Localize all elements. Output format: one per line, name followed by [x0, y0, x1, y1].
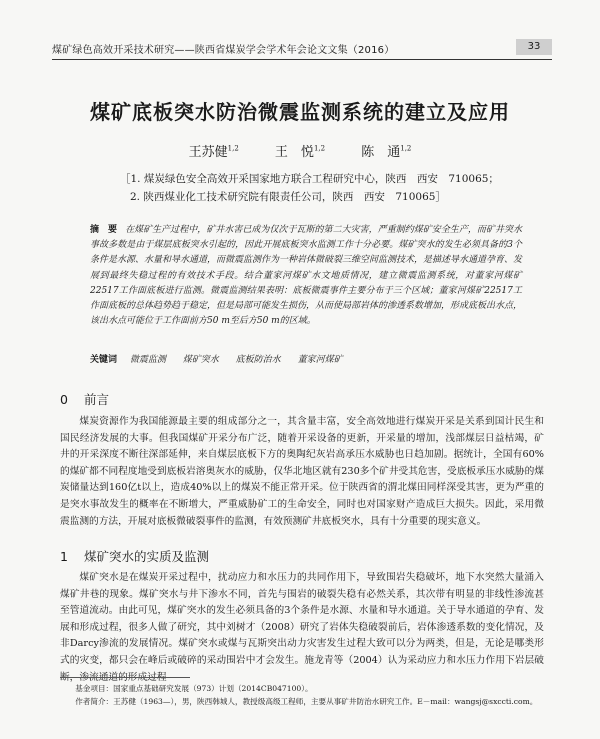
keywords-label: 关键词: [90, 355, 118, 365]
footnotes: [60, 682, 544, 708]
keyword: 底板防治水: [235, 355, 281, 365]
body-paragraph: 煤矿突水是在煤炭开采过程中，扰动应力和水压力的共同作用下，导致围岩失稳破坏，地下水突然大量涌入煤矿井巷的现象。煤矿突水与井下渗水不同，首先与围岩的破裂失稳有必然关系，其次带有明显的非线性渗流甚至管道流动。由此可见，煤矿突水的发生必须具备的3个条件是水源、水量和导水通道。关于导水通道的孕育、发展和形成过程，很多人做了研究，其中刘树才（2008）研究了岩体失稳破裂前后，岩体渗透系数的变化情况，及非Darcy渗流的发展情况。煤矿突水或煤与瓦斯突出动力灾害发生过程大致可以分为两类，但是，无论是哪类形式的灾变，都只会在峰后或破碎的采动围岩中才会发生。施龙青等（2004）认为采动应力和水压力作用下岩层破断，渗流通道的形成过程: [60, 572, 544, 683]
footnote: 基金项目：国家重点基础研究发展（973）计划（2014CB047100）。: [75, 684, 313, 693]
page-number: 33: [516, 39, 552, 55]
running-header-title: 煤矿绿色高效开采技术研究——陕西省煤炭学会学术年会论文文集（2016）: [52, 45, 395, 56]
section-number: 1: [60, 549, 68, 564]
author-list: [0, 141, 600, 160]
section-title: 前言: [83, 392, 109, 407]
affiliations: [120, 170, 550, 206]
abstract: [90, 223, 522, 329]
paper-title: 煤矿底板突水防治微震监测系统的建立及应用: [90, 100, 510, 124]
keyword: 微震监测: [129, 355, 166, 365]
author: 王苏健$^{1,2}$: [188, 144, 239, 160]
affiliation-line: ［1. 煤炭绿色安全高效开采国家地方联合工程研究中心，陕西 西安 710065；: [120, 173, 499, 185]
affiliation-line: 2. 陕西煤业化工技术研究院有限责任公司，陕西 西安 710065］: [130, 191, 446, 203]
author: 陈 通$^{1,2}$: [361, 144, 412, 160]
keyword: 董家河煤矿: [297, 355, 343, 365]
footnote-rule: [60, 677, 190, 678]
section-number: 0: [60, 392, 68, 407]
header-rule: [52, 59, 552, 60]
keywords: [90, 352, 522, 365]
keyword: 煤矿突水: [182, 355, 219, 365]
section-heading: [60, 547, 209, 565]
section-heading: [60, 390, 109, 408]
footnote: 作者简介：王苏健（1963—），男，陕西韩城人，教授级高级工程师，主要从事矿井防治水研究工作。E－mail：wangsj@sxccti.com。: [75, 697, 538, 706]
section-title: 煤矿突水的实质及监测: [83, 549, 209, 564]
running-header: [52, 39, 552, 57]
abstract-text: 在煤矿生产过程中，矿井水害已成为仅次于瓦斯的第二大灾害，严重制约煤矿安全生产，而矿井突水事故多数是由于煤层底板突水引起的，因此开展底板突水监测工作十分必要。煤矿突水的发生必须具备的3个条件是水源、水量和导水通道，而微震监测作为一种岩体微破裂三维空间监测技术，是描述导水通道孕育、发展到最终失稳过程的有效技术手段。结合董家河煤矿水文地质情况，建立微震监测系统，对董家河煤矿22517工作面底板进行监测。微震监测结果表明：底板微震事件主要分布于三个区域；董家河煤矿22517工作面底板的总体趋势趋于稳定，但是局部可能发生损伤，从而使局部岩体的渗透系数增加，形成底板出水点，该出水点可能位于工作面前方50 m至后方50 m的区域。: [90, 225, 523, 327]
body-paragraph: 煤炭资源作为我国能源最主要的组成部分之一，其含量丰富，安全高效地进行煤炭开采是关系到国计民生和国民经济发展的大事。但我国煤矿开采分布广泛，随着开采设备的更新，开采量的增加，浅部煤层日益枯竭，矿井的开采深度不断往深部延伸，来自煤层底板下方的奥陶纪灰岩高承压水威胁也日趋加剧。据统计，全国有60%的煤矿都不同程度地受到底板岩溶奥灰水的威胁，仅华北地区就有230多个矿井受其危害，受底板承压水威胁的煤炭储量达到160亿t以上，造成40%以上的煤炭不能正常开采。位于陕西省的渭北煤田同样深受其害，更为严重的是突水事故发生的概率在不断增大，严重威胁矿工的生命安全，同时也对国家财产造成巨大损失。因此，采用微震监测的方法，开展对底板微破裂事件的监测，有效预测矿井底板突水，具有十分重要的现实意义。: [60, 416, 544, 527]
author: 王 悦$^{1,2}$: [274, 144, 326, 160]
abstract-label: 摘 要: [90, 225, 118, 235]
